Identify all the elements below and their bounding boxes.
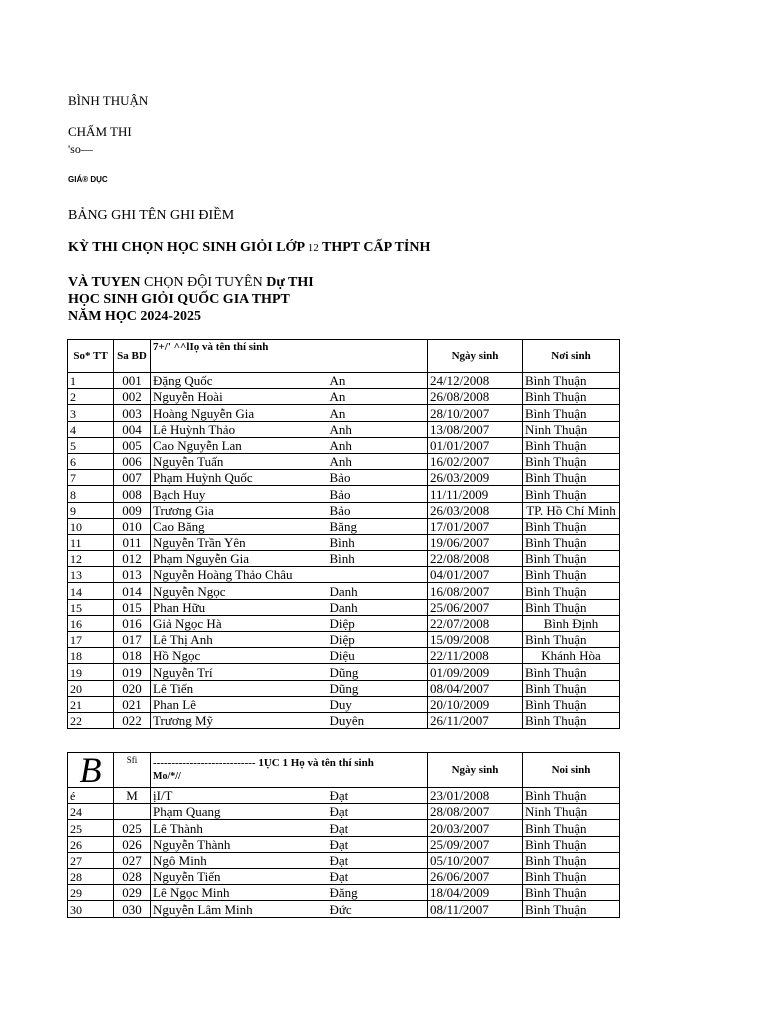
cell-dob: 26/03/2009 — [428, 470, 523, 486]
table-row — [68, 389, 620, 405]
table-row — [68, 664, 620, 680]
table-row — [68, 901, 620, 917]
cell-place: TP. Hồ Chí Minh — [523, 502, 620, 518]
cell-last-name: Bạch Huy — [151, 486, 328, 502]
cell-dob: 25/09/2007 — [428, 836, 523, 852]
cell-sbd: 025 — [114, 820, 151, 836]
cell-sbd: 008 — [114, 486, 151, 502]
cell-stt: 4 — [68, 421, 114, 437]
cell-last-name: Nguyễn Ngọc — [151, 583, 328, 599]
table-row — [68, 615, 620, 631]
cell-last-name: Đặng Quốc — [151, 373, 328, 389]
cell-last-name: Nguyễn Thành — [151, 836, 328, 852]
cell-dob: 20/10/2009 — [428, 696, 523, 712]
table-row — [68, 680, 620, 696]
cell-sbd: 010 — [114, 518, 151, 534]
roster-table-1-body — [68, 373, 620, 729]
header-name-2-line2: Mo/*// — [153, 771, 181, 782]
cell-sbd: 017 — [114, 632, 151, 648]
cell-place: Bình Thuận — [523, 712, 620, 728]
cell-place: Bình Thuận — [523, 389, 620, 405]
header-stt-2 — [68, 753, 114, 788]
cell-last-name: Trương Gia — [151, 502, 328, 518]
cell-sbd: 003 — [114, 405, 151, 421]
cell-last-name: Nguyễn Tiến — [151, 868, 328, 884]
table-row — [68, 421, 620, 437]
cell-dob: 08/11/2007 — [428, 901, 523, 917]
document-title: BẢNG GHI TÊN GHI ĐIỀM — [68, 208, 235, 223]
cell-first-name: Đạt — [328, 788, 428, 804]
cell-dob: 18/04/2009 — [428, 885, 523, 901]
table-row — [68, 470, 620, 486]
cell-stt: 27 — [68, 852, 114, 868]
cell-last-name: Phan Hữu — [151, 599, 328, 615]
cell-stt: 2 — [68, 389, 114, 405]
cell-dob: 20/03/2007 — [428, 820, 523, 836]
header-stt-2-text: B — [79, 752, 102, 788]
cell-first-name: Duy — [328, 696, 428, 712]
cell-first-name: Diệp — [328, 632, 428, 648]
cell-place: Bình Thuận — [523, 901, 620, 917]
cell-last-name: Lê Thành — [151, 820, 328, 836]
cell-first-name: An — [328, 373, 428, 389]
header-sbd-2 — [114, 753, 151, 788]
cell-stt: 25 — [68, 820, 114, 836]
table-row — [68, 788, 620, 804]
header-place-2: Noi sinh — [523, 753, 620, 788]
cell-first-name: Đạt — [328, 804, 428, 820]
subtitle-line-2: HỌC SINH GIỎI QUỐC GIA THPT — [68, 292, 290, 307]
cell-place: Bình Thuận — [523, 852, 620, 868]
table-row — [68, 373, 620, 389]
cell-place: Bình Thuận — [523, 583, 620, 599]
cell-last-name: ịI/T — [151, 788, 328, 804]
cell-place: Bình Thuận — [523, 470, 620, 486]
cell-first-name: Bình — [328, 534, 428, 550]
exam-title-num: 12 — [307, 242, 319, 254]
roster-table-1 — [67, 339, 620, 729]
cell-place: Bình Thuận — [523, 836, 620, 852]
cell-stt: 12 — [68, 551, 114, 567]
subtitle-line-3: NĂM HỌC 2024-2025 — [68, 309, 201, 324]
org-name: BÌNH THUẬN — [68, 93, 149, 108]
cell-stt: 26 — [68, 836, 114, 852]
cell-dob: 22/11/2008 — [428, 648, 523, 664]
cell-place: Bình Thuận — [523, 437, 620, 453]
cell-dob: 05/10/2007 — [428, 852, 523, 868]
header-sbd: Sa BD — [114, 340, 151, 373]
cell-last-name: Trương Mỹ — [151, 712, 328, 728]
cell-dob: 01/09/2009 — [428, 664, 523, 680]
cell-stt: 22 — [68, 712, 114, 728]
cell-first-name: An — [328, 405, 428, 421]
cell-place: Bình Thuận — [523, 534, 620, 550]
subtitle-b: CHỌN ĐỘI TUYÊN — [143, 275, 263, 290]
cell-sbd: 026 — [114, 836, 151, 852]
cell-sbd: 018 — [114, 648, 151, 664]
cell-sbd: 005 — [114, 437, 151, 453]
exam-title-a: KỲ THI CHỌN HỌC SINH GIỎI LỚP — [68, 240, 305, 255]
table-row — [68, 632, 620, 648]
cell-stt: 8 — [68, 486, 114, 502]
cell-dob: 19/06/2007 — [428, 534, 523, 550]
table-row — [68, 453, 620, 469]
table-row — [68, 518, 620, 534]
cell-stt: 21 — [68, 696, 114, 712]
cell-sbd: 029 — [114, 885, 151, 901]
cell-last-name: Nguyễn Hoàng Thảo Châu — [151, 567, 328, 583]
cell-last-name: Ngô Minh — [151, 852, 328, 868]
cell-stt: 28 — [68, 868, 114, 884]
cell-stt: 30 — [68, 901, 114, 917]
cell-last-name: Lê Thị Anh — [151, 632, 328, 648]
cell-last-name: Hồ Ngọc — [151, 648, 328, 664]
cell-sbd: 030 — [114, 901, 151, 917]
cell-dob: 16/08/2007 — [428, 583, 523, 599]
cell-last-name: Giả Ngọc Hà — [151, 615, 328, 631]
cell-last-name: Nguyễn Trí — [151, 664, 328, 680]
cell-dob: 26/08/2008 — [428, 389, 523, 405]
cell-dob: 15/09/2008 — [428, 632, 523, 648]
cell-last-name: Lê Tiến — [151, 680, 328, 696]
table-header-row — [68, 753, 620, 788]
table-row — [68, 868, 620, 884]
cell-stt: 24 — [68, 804, 114, 820]
table-header-row — [68, 340, 620, 373]
cell-sbd: 019 — [114, 664, 151, 680]
cell-last-name: Lê Huỳnh Thảo — [151, 421, 328, 437]
cell-first-name: Băng — [328, 518, 428, 534]
cell-last-name: Phạm Huỳnh Quốc — [151, 470, 328, 486]
cell-first-name: Anh — [328, 421, 428, 437]
cell-first-name: Anh — [328, 437, 428, 453]
cell-first-name: Duyên — [328, 712, 428, 728]
cell-place: Bình Thuận — [523, 486, 620, 502]
cell-stt: 5 — [68, 437, 114, 453]
header-name: 7+/' ^^lIọ và tên thí sinh — [151, 340, 428, 373]
cell-place: Bình Thuận — [523, 632, 620, 648]
table-row — [68, 534, 620, 550]
cell-place: Bình Thuận — [523, 788, 620, 804]
cham-thi-label: CHẤM THI — [68, 124, 132, 139]
cell-first-name: Danh — [328, 599, 428, 615]
cell-sbd — [114, 804, 151, 820]
table-row — [68, 648, 620, 664]
cell-stt: 9 — [68, 502, 114, 518]
cell-last-name: Phan Lê — [151, 696, 328, 712]
table-row — [68, 583, 620, 599]
so-label: 'so— — [68, 142, 93, 156]
cell-last-name: Nguyễn Lâm Minh — [151, 901, 328, 917]
cell-dob: 28/10/2007 — [428, 405, 523, 421]
table-row — [68, 437, 620, 453]
cell-place: Bình Thuận — [523, 551, 620, 567]
cell-dob: 28/08/2007 — [428, 804, 523, 820]
header-stt: So* TT — [68, 340, 114, 373]
header-dob-2: Ngày sinh — [428, 753, 523, 788]
table-row — [68, 405, 620, 421]
table-row — [68, 820, 620, 836]
cell-sbd: 001 — [114, 373, 151, 389]
cell-sbd: 004 — [114, 421, 151, 437]
cell-last-name: Nguyễn Tuấn — [151, 453, 328, 469]
cell-place: Bình Thuận — [523, 696, 620, 712]
table-row — [68, 567, 620, 583]
cell-sbd: 022 — [114, 712, 151, 728]
cell-stt: 16 — [68, 615, 114, 631]
cell-place: Bình Thuận — [523, 599, 620, 615]
cell-place: Bình Thuận — [523, 820, 620, 836]
exam-title — [68, 240, 430, 256]
cell-last-name: Cao Nguyễn Lan — [151, 437, 328, 453]
cell-sbd: 020 — [114, 680, 151, 696]
cell-last-name: Hoàng Nguyễn Gia — [151, 405, 328, 421]
cell-dob: 16/02/2007 — [428, 453, 523, 469]
cell-last-name: Phạm Nguyễn Gia — [151, 551, 328, 567]
cell-stt: 1 — [68, 373, 114, 389]
cell-first-name: Bình — [328, 551, 428, 567]
cell-stt: 14 — [68, 583, 114, 599]
cell-dob: 24/12/2008 — [428, 373, 523, 389]
cell-place: Bình Thuận — [523, 405, 620, 421]
roster-table-2 — [67, 752, 620, 918]
cell-place: Bình Định — [523, 615, 620, 631]
cell-dob: 01/01/2007 — [428, 437, 523, 453]
cell-sbd: 011 — [114, 534, 151, 550]
cell-place: Bình Thuận — [523, 868, 620, 884]
cell-dob: 04/01/2007 — [428, 567, 523, 583]
cell-place: Bình Thuận — [523, 373, 620, 389]
cell-last-name: Nguyễn Hoài — [151, 389, 328, 405]
table-row — [68, 502, 620, 518]
header-sbd-2-text: Sfi — [126, 755, 138, 765]
table-row — [68, 804, 620, 820]
cell-place: Khánh Hòa — [523, 648, 620, 664]
cell-stt: 17 — [68, 632, 114, 648]
cell-stt: 19 — [68, 664, 114, 680]
cell-place: Bình Thuận — [523, 680, 620, 696]
header-place: Nơi sinh — [523, 340, 620, 373]
cell-stt: 18 — [68, 648, 114, 664]
cell-last-name: Lê Ngọc Minh — [151, 885, 328, 901]
cell-sbd: 007 — [114, 470, 151, 486]
cell-sbd: 016 — [114, 615, 151, 631]
cell-stt: é — [68, 788, 114, 804]
cell-sbd: 006 — [114, 453, 151, 469]
table-row — [68, 885, 620, 901]
header-name-2-line1: ---------------------------- 1ỤC 1 Họ và tên thí sinh — [153, 757, 374, 769]
cell-dob: 22/07/2008 — [428, 615, 523, 631]
cell-first-name: Đạt — [328, 852, 428, 868]
cell-stt: 15 — [68, 599, 114, 615]
cell-last-name: Phạm Quang — [151, 804, 328, 820]
cell-sbd: 009 — [114, 502, 151, 518]
subtitle-line-1 — [68, 274, 314, 291]
cell-first-name: Danh — [328, 583, 428, 599]
header-dob: Ngày sinh — [428, 340, 523, 373]
cell-place: Bình Thuận — [523, 885, 620, 901]
exam-title-b: THPT CẤP TỈNH — [321, 240, 431, 255]
cell-first-name: Đạt — [328, 868, 428, 884]
cell-place: Bình Thuận — [523, 567, 620, 583]
cell-sbd: M — [114, 788, 151, 804]
cell-dob: 26/03/2008 — [428, 502, 523, 518]
cell-first-name: Bảo — [328, 486, 428, 502]
cell-dob: 17/01/2007 — [428, 518, 523, 534]
table-row — [68, 852, 620, 868]
cell-stt: 29 — [68, 885, 114, 901]
table-row — [68, 486, 620, 502]
table-row — [68, 836, 620, 852]
table-row — [68, 712, 620, 728]
cell-first-name: Đạt — [328, 820, 428, 836]
cell-dob: 23/01/2008 — [428, 788, 523, 804]
cell-last-name: Nguyễn Trần Yên — [151, 534, 328, 550]
exam-subtitle — [68, 274, 314, 325]
cell-last-name: Cao Băng — [151, 518, 328, 534]
cell-sbd: 021 — [114, 696, 151, 712]
cell-sbd: 027 — [114, 852, 151, 868]
cell-place: Bình Thuận — [523, 518, 620, 534]
table-row — [68, 696, 620, 712]
cell-first-name — [328, 567, 428, 583]
cell-first-name: Đăng — [328, 885, 428, 901]
header-name-2 — [151, 753, 428, 788]
cell-first-name: Bảo — [328, 470, 428, 486]
cell-dob: 25/06/2007 — [428, 599, 523, 615]
cell-place: Bình Thuận — [523, 664, 620, 680]
cell-stt: 7 — [68, 470, 114, 486]
cell-first-name: Anh — [328, 453, 428, 469]
cell-first-name: Bảo — [328, 502, 428, 518]
cell-stt: 10 — [68, 518, 114, 534]
cell-sbd: 014 — [114, 583, 151, 599]
cell-stt: 13 — [68, 567, 114, 583]
table-row — [68, 599, 620, 615]
cell-first-name: Diệu — [328, 648, 428, 664]
cell-first-name: Đức — [328, 901, 428, 917]
cell-sbd: 002 — [114, 389, 151, 405]
cell-first-name: Dũng — [328, 664, 428, 680]
roster-table-2-body — [68, 788, 620, 918]
cell-dob: 11/11/2009 — [428, 486, 523, 502]
cell-dob: 26/06/2007 — [428, 868, 523, 884]
cell-dob: 13/08/2007 — [428, 421, 523, 437]
cell-sbd: 028 — [114, 868, 151, 884]
cell-dob: 22/08/2008 — [428, 551, 523, 567]
cell-place: Bình Thuận — [523, 453, 620, 469]
subtitle-a: VÀ TUYEN — [68, 275, 141, 290]
cell-stt: 6 — [68, 453, 114, 469]
giao-duc-label: GIÁ® DỤC — [68, 175, 108, 184]
cell-sbd: 013 — [114, 567, 151, 583]
cell-dob: 26/11/2007 — [428, 712, 523, 728]
cell-first-name: Đạt — [328, 836, 428, 852]
cell-stt: 11 — [68, 534, 114, 550]
cell-place: Ninh Thuận — [523, 804, 620, 820]
cell-first-name: An — [328, 389, 428, 405]
cell-stt: 3 — [68, 405, 114, 421]
cell-first-name: Dũng — [328, 680, 428, 696]
cell-sbd: 015 — [114, 599, 151, 615]
cell-stt: 20 — [68, 680, 114, 696]
cell-first-name: Diệp — [328, 615, 428, 631]
cell-sbd: 012 — [114, 551, 151, 567]
table-row — [68, 551, 620, 567]
cell-dob: 08/04/2007 — [428, 680, 523, 696]
subtitle-c: Dự THI — [266, 275, 314, 290]
cell-place: Ninh Thuận — [523, 421, 620, 437]
